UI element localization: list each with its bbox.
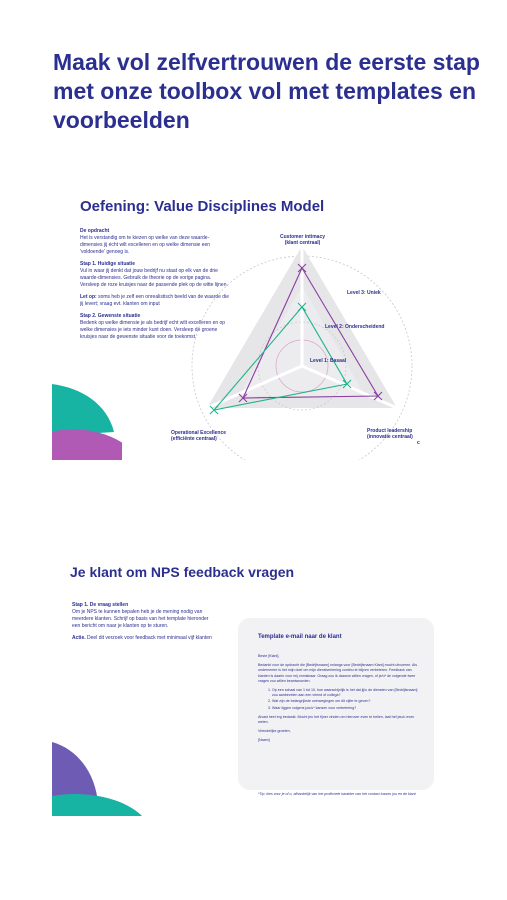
product-leadership-label: Product leadership (innovatie centraal) xyxy=(367,428,413,440)
step1-heading: Stap 1. Huidige situatie xyxy=(80,261,136,267)
assignment-heading: De opdracht xyxy=(80,228,110,234)
slide-title: Oefening: Value Disciplines Model xyxy=(80,198,325,215)
value-disciplines-radar xyxy=(171,228,440,460)
step1-heading: Stap 1. De vraag stellen xyxy=(72,602,129,608)
nps-feedback-slide xyxy=(52,556,440,826)
email-salutation: Beste [Klant], xyxy=(258,654,280,658)
action-body: Deel dit verzoek voor feedback met minimaal vijf klanten xyxy=(87,635,212,641)
email-signature: [Naam] xyxy=(258,738,270,743)
email-question-2: 2. Wat zijn de belangrijkste overwegingen om dit cijfer te geven? xyxy=(272,699,420,704)
email-questions xyxy=(258,688,420,711)
nps-instructions xyxy=(72,602,212,647)
level2-label: Level 2: Onderscheidend xyxy=(325,324,385,330)
decorative-shapes xyxy=(52,384,122,460)
corner-mark: c xyxy=(417,440,420,446)
decorative-shapes xyxy=(52,742,152,826)
step1-body: Vul in waar jij denkt dat jouw bedrijf nu staat op elk van de drie waarde-dimensies. Gebruik de theorie op de vorige pagina. Versleep de roze kruisjes naar de passende plek op de witte lijnen. xyxy=(80,268,228,288)
value-disciplines-slide xyxy=(52,188,440,460)
email-closing: Vriendelijke groeten, xyxy=(258,729,291,734)
tip-body: soms heb je zelf een onrealistisch beeld van de waarde die jij levert; vraag evt. klanten om input xyxy=(80,294,229,307)
step2-heading: Stap 2. Gewenste situatie xyxy=(80,313,141,319)
assignment-intro: Het is verstandig om te kiezen op welke van deze waarde-dimensies jij écht wilt excelleren en op welke dimensie een 'voldoende' genoeg is. xyxy=(80,235,211,255)
hero-title: Maak vol zelfvertrouwen de eerste stap met onze toolbox vol met templates en voorbeelden xyxy=(53,49,480,133)
email-template-card xyxy=(238,618,434,790)
email-question-1: 1. Op een schaal van 1 tot 10, hoe waarschijnlijk is het dat jij/u de diensten van [Bedrijfsnaam] zou aanbevelen aan een vriend of collega? xyxy=(272,688,420,698)
level1-label: Level 1: Basaal xyxy=(310,358,347,364)
email-template-body xyxy=(258,654,420,748)
operational-excellence-label: Operational Excellence (efficiënte centraal) xyxy=(171,430,227,442)
tip-heading: Let op: xyxy=(80,294,97,300)
customer-intimacy-label: Customer intimacy (klant centraal) xyxy=(280,234,326,246)
step1-body: Om je NPS te kunnen bepalen heb je de mening nodig van meerdere klanten. Schrijf op basis van het template hieronder een bericht om naar je klanten op te sturen. xyxy=(72,609,209,629)
email-question-3: 3. Waar liggen volgens jou/u* kansen voor verbetering? xyxy=(272,706,420,711)
email-paragraph: Bedankt voor de opdracht die [Bedrijfsnaam] onlangs voor [Bedrijfsnaam Klant] mocht uitvoeren. Als ondernemer is het mijn doel om mijn dienstverlening continu te blijven verbeteren. Feedback van klanten is daarin voor mij onmisbaar. Graag zou ik daarom willen vragen, of je/u* de volgende twee vragen zou willen beantwoorden. xyxy=(258,663,418,683)
slide-title: Je klant om NPS feedback vragen xyxy=(70,564,295,580)
action-heading: Actie. xyxy=(72,635,86,641)
email-thanks: Alvast heel erg bedankt. Mocht jeu het fijner vinden om hierover even te bellen, laat het jeu/u even weten. xyxy=(258,714,415,725)
email-template-title: Template e-mail naar de klant xyxy=(258,634,342,640)
step2-body: Bedenk op welke dimensie je als bedrijf echt wilt excelleren en op welke dimensies je iets minder kunt doen. Versleep de groene kruisjes naar de gewenste situatie voor de toekomst. xyxy=(80,320,226,340)
email-footnote: *Tip: kies voor je of u, afhankelijk van het profirmele karakter van het contact tussen jou en de klant xyxy=(258,792,416,796)
level3-label: Level 3: Uniek xyxy=(347,290,381,296)
